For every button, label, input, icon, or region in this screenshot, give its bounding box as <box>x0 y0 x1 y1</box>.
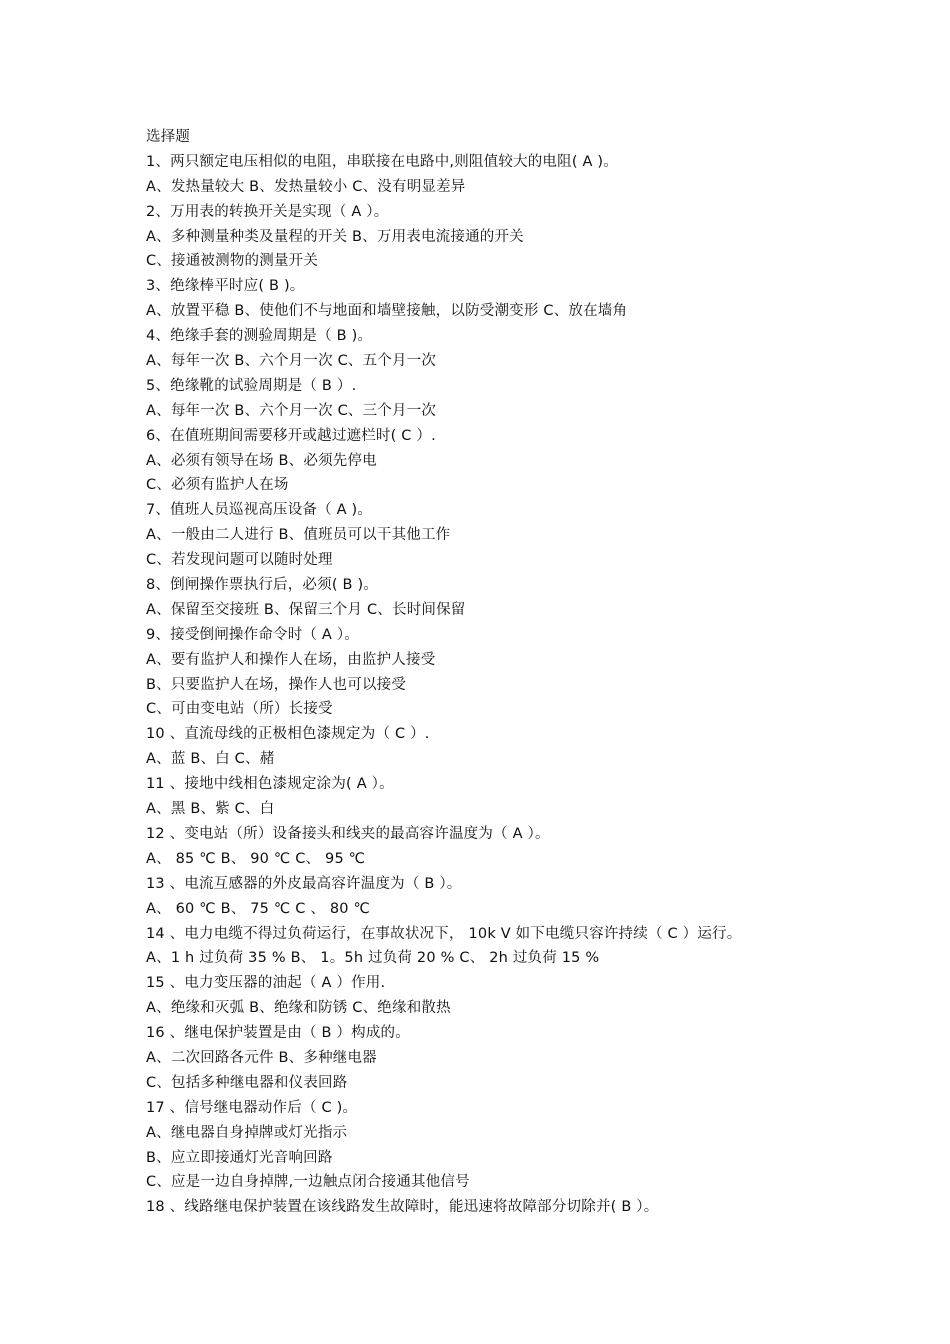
options-16: A、二次回路各元件 B、多种继电器 <box>146 1049 377 1066</box>
question-16: 16 、继电保护装置是由（ B ）构成的。 <box>146 1025 410 1042</box>
question-9: 9、接受倒闸操作命令时（ A ）。 <box>146 626 360 643</box>
options-1: A、发热量较大 B、发热量较小 C、没有明显差异 <box>146 178 466 195</box>
options-2: A、多种测量种类及量程的开关 B、万用表电流接通的开关 <box>146 228 524 245</box>
options-6: A、必须有领导在场 B、必须先停电 <box>146 452 377 469</box>
question-4: 4、绝缘手套的测验周期是（ B )。 <box>146 328 373 345</box>
options-14: A、1 h 过负荷 35 % B、 1。5h 过负荷 20 % C、 2h 过负荷 15 % <box>146 950 600 967</box>
options-7: A、一般由二人进行 B、值班员可以干其他工作 <box>146 527 451 544</box>
options-17-c: C、应是一边自身掉牌,一边触点闭合接通其他信号 <box>146 1174 470 1191</box>
question-6: 6、在值班期间需要移开或越过遮栏时( C ）. <box>146 427 436 444</box>
question-5: 5、绝缘靴的试验周期是（ B ）. <box>146 377 357 394</box>
options-12: A、 85 ℃ B、 90 ℃ C、 95 ℃ <box>146 850 366 867</box>
question-10: 10 、直流母线的正极相色漆规定为（ C ）. <box>146 726 430 743</box>
question-7: 7、值班人员巡视高压设备（ A )。 <box>146 502 373 519</box>
options-8: A、保留至交接班 B、保留三个月 C、长时间保留 <box>146 601 466 618</box>
options-9-c: C、可由变电站（所）长接受 <box>146 701 333 718</box>
options-13: A、 60 ℃ B、 75 ℃ C 、 80 ℃ <box>146 900 370 917</box>
question-1: 1、两只额定电压相似的电阻，串联接在电路中,则阻值较大的电阻( A )。 <box>146 153 618 170</box>
options-17-b: B、应立即接通灯光音响回路 <box>146 1149 333 1166</box>
options-11: A、黑 B、紫 C、白 <box>146 801 275 818</box>
section-heading: 选择题 <box>146 129 191 145</box>
options-17-a: A、继电器自身掉牌或灯光指示 <box>146 1124 348 1141</box>
options-2-continued: C、接通被测物的测量开关 <box>146 253 319 270</box>
options-16-continued: C、包括多种继电器和仪表回路 <box>146 1074 348 1091</box>
question-18: 18 、线路继电保护装置在该线路发生故障时，能迅速将故障部分切除并( B ）。 <box>146 1199 659 1216</box>
options-15: A、绝缘和灭弧 B、绝缘和防锈 C、绝缘和散热 <box>146 1000 451 1017</box>
question-11: 11 、接地中线相色漆规定涂为( A ）。 <box>146 776 394 793</box>
question-17: 17 、信号继电器动作后（ C )。 <box>146 1099 358 1116</box>
question-15: 15 、电力变压器的油起（ A ）作用. <box>146 975 386 992</box>
options-9-a: A、要有监护人和操作人在场，由监护人接受 <box>146 651 436 668</box>
options-5: A、每年一次 B、六个月一次 C、三个月一次 <box>146 402 437 419</box>
question-14: 14 、电力电缆不得过负荷运行，在事故状况下， 10k V 如下电缆只容许持续（ C ）运行。 <box>146 925 742 942</box>
question-13: 13 、电流互感器的外皮最高容许温度为（ B ）。 <box>146 875 462 892</box>
options-7-continued: C、若发现问题可以随时处理 <box>146 552 333 569</box>
options-10: A、蓝 B、白 C、赭 <box>146 751 275 768</box>
question-2: 2、万用表的转换开关是实现（ A ）。 <box>146 203 389 220</box>
question-3: 3、绝缘棒平时应( B )。 <box>146 278 305 295</box>
options-4: A、每年一次 B、六个月一次 C、五个月一次 <box>146 353 437 370</box>
question-12: 12 、变电站（所）设备接头和线夹的最高容许温度为（ A ）。 <box>146 825 550 842</box>
document-body <box>146 125 936 1220</box>
options-9-b: B、只要监护人在场，操作人也可以接受 <box>146 676 407 693</box>
options-3: A、放置平稳 B、使他们不与地面和墙壁接触，以防受潮变形 C、放在墙角 <box>146 303 628 320</box>
options-6-continued: C、必须有监护人在场 <box>146 477 289 494</box>
question-8: 8、倒闸操作票执行后，必须( B )。 <box>146 577 379 594</box>
